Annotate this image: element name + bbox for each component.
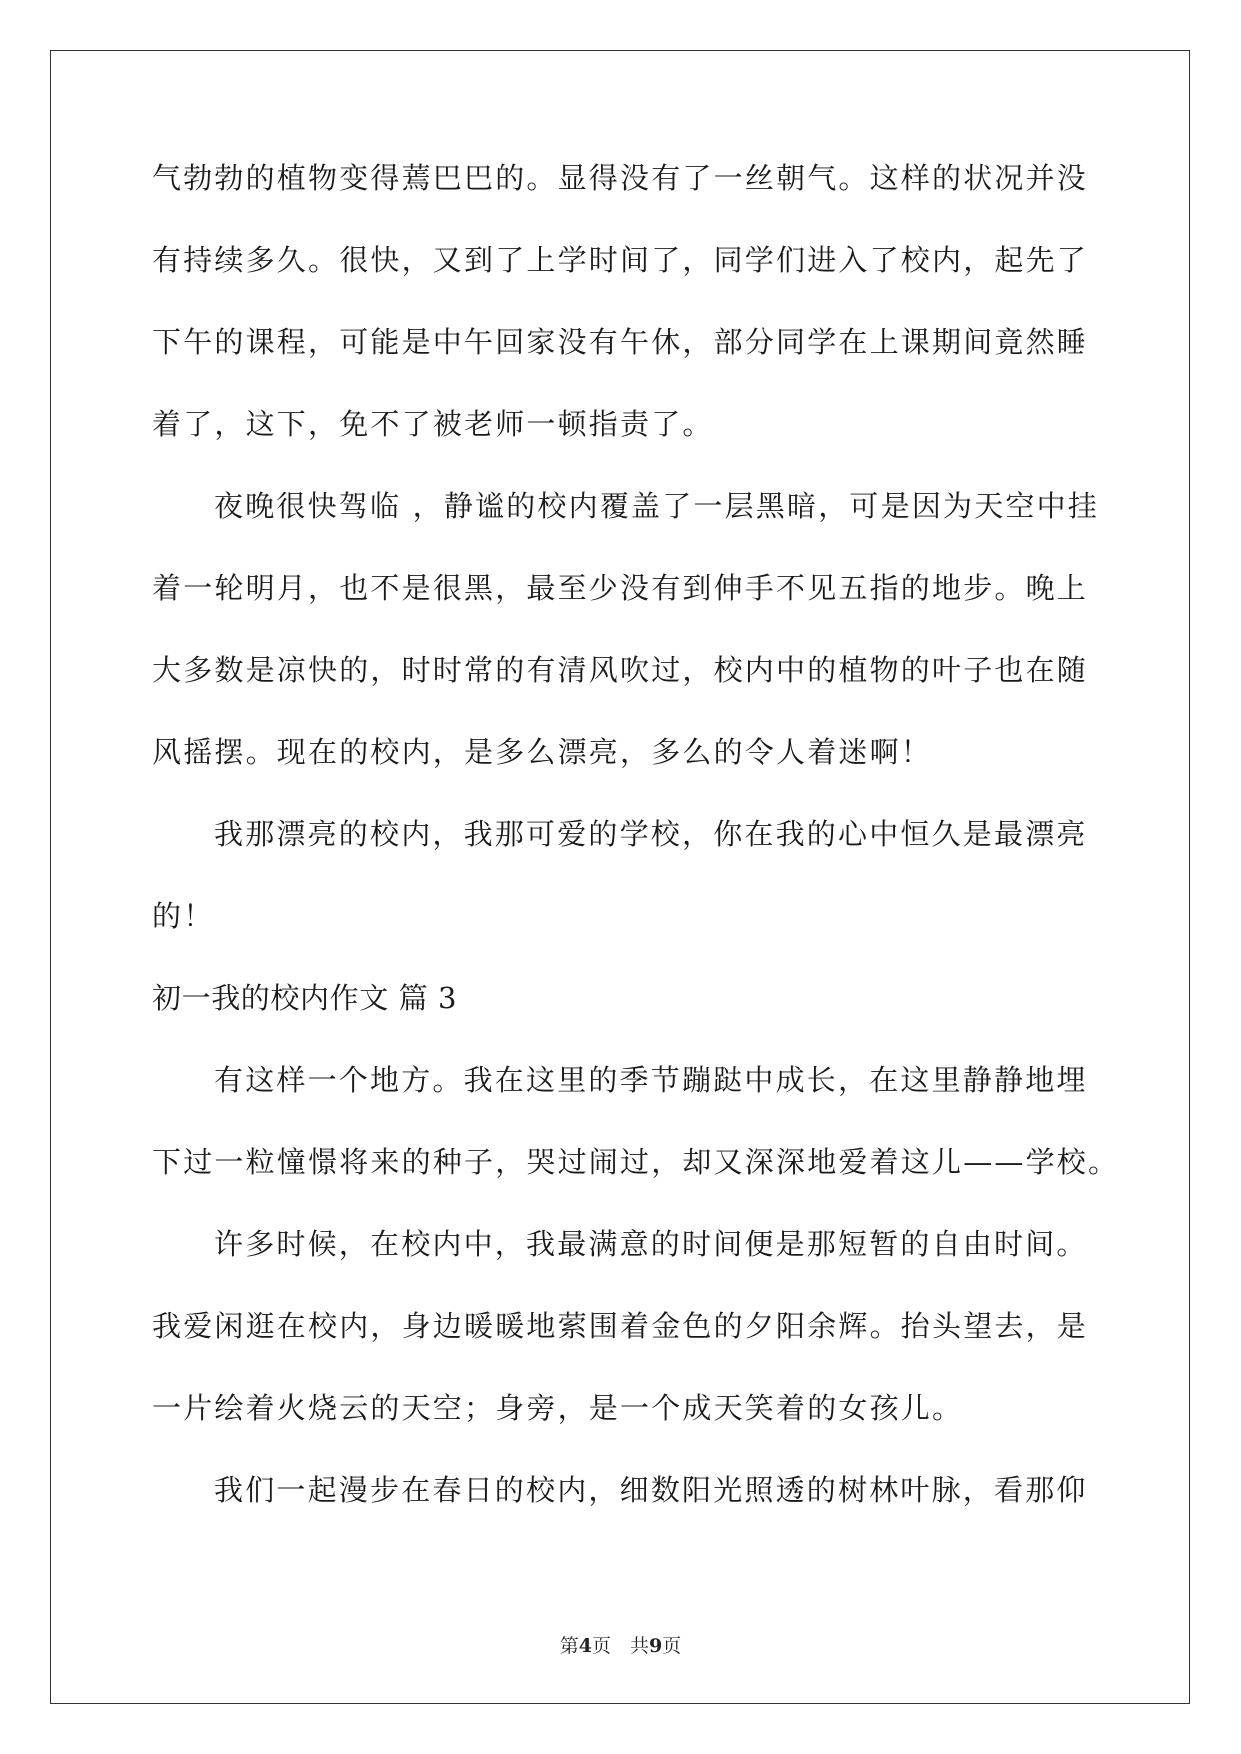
page-mid: 页 共	[591, 1635, 649, 1657]
text-line: 下过一粒憧憬将来的种子，哭过闹过，却又深深地爱着这儿——学校。	[152, 1145, 1120, 1179]
page-prefix: 第	[559, 1635, 579, 1657]
section-heading: 初一我的校内作文 篇 3	[152, 981, 458, 1015]
text-line: 一片绘着火烧云的天空；身旁，是一个成天笑着的女孩儿。	[152, 1391, 964, 1425]
paragraph-start: 我们一起漫步在春日的校内，细数阳光照透的树林叶脉，看那仰	[214, 1473, 1088, 1507]
paragraph-start: 我那漂亮的校内，我那可爱的学校，你在我的心中恒久是最漂亮	[214, 817, 1088, 851]
text-line: 我爱闲逛在校内，身边暖暖地萦围着金色的夕阳余辉。抬头望去，是	[152, 1309, 1089, 1343]
text-line: 大多数是凉快的，时时常的有清风吹过，校内中的植物的叶子也在随	[152, 653, 1089, 687]
text-line: 风摇摆。现在的校内，是多么漂亮，多么的令人着迷啊！	[152, 735, 933, 769]
text-line: 有持续多久。很快，又到了上学时间了，同学们进入了校内，起先了	[152, 243, 1089, 277]
paragraph-start: 许多时候，在校内中，我最满意的时间便是那短暂的自由时间。	[214, 1227, 1088, 1261]
page-suffix: 页	[662, 1635, 682, 1657]
page-footer	[0, 1631, 1241, 1658]
page-total: 9	[649, 1635, 663, 1657]
paragraph-start: 夜晚很快驾临 ，静谧的校内覆盖了一层黑暗，可是因为天空中挂	[214, 489, 1100, 523]
text-line: 着一轮明月，也不是很黑，最至少没有到伸手不见五指的地步。晚上	[152, 571, 1089, 605]
paragraph-start: 有这样一个地方。我在这里的季节蹦跶中成长，在这里静静地埋	[214, 1063, 1088, 1097]
page-current: 4	[578, 1635, 592, 1657]
text-line: 着了，这下，免不了被老师一顿指责了。	[152, 407, 714, 441]
text-line: 气勃勃的植物变得蔫巴巴的。显得没有了一丝朝气。这样的状况并没	[152, 161, 1089, 195]
document-body	[152, 158, 1120, 1552]
text-line: 下午的课程，可能是中午回家没有午休，部分同学在上课期间竟然睡	[152, 325, 1089, 359]
text-line: 的！	[152, 899, 215, 933]
